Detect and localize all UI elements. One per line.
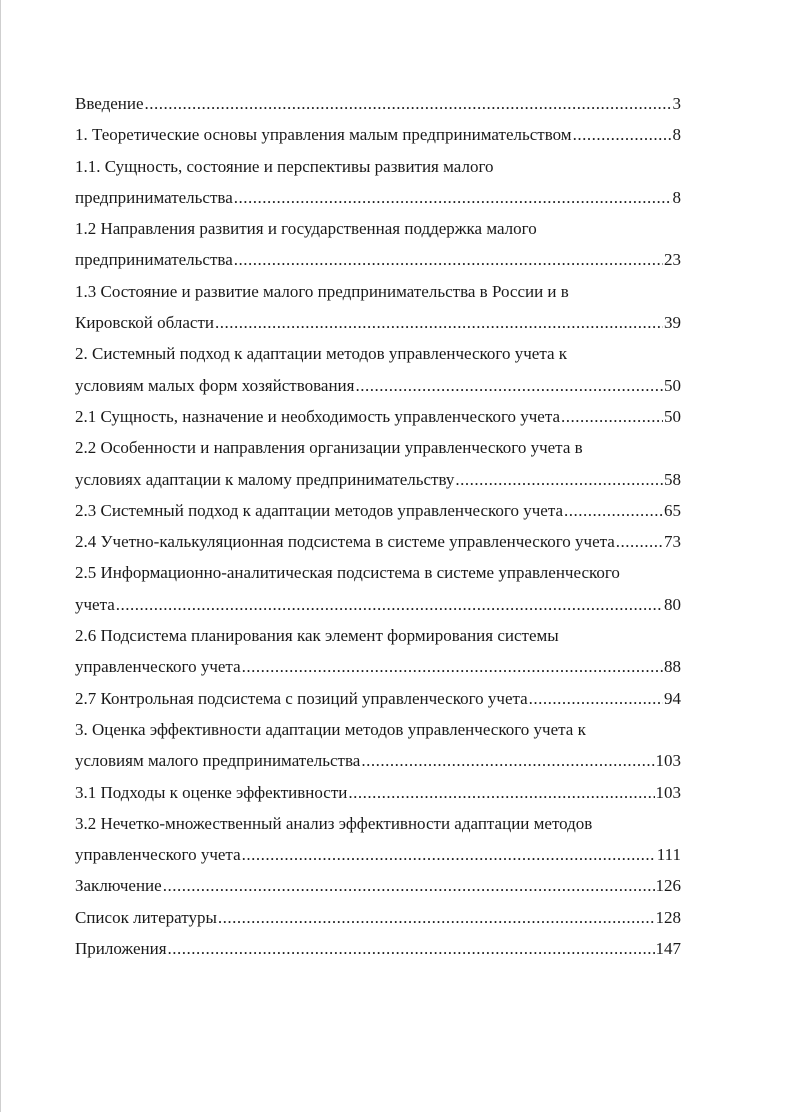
toc-page-number: 58 bbox=[664, 469, 681, 489]
toc-entry-2-7[interactable] bbox=[75, 683, 681, 714]
toc-page-number: 73 bbox=[664, 532, 681, 552]
toc-entry-2-1[interactable] bbox=[75, 401, 681, 432]
toc-page-number: 8 bbox=[672, 125, 681, 145]
toc-page-number: 8 bbox=[672, 187, 681, 207]
toc-page-number: 103 bbox=[655, 782, 681, 802]
toc-entry-title-continuation: управленческого учета bbox=[75, 657, 241, 677]
toc-entry-chapter-2[interactable] bbox=[75, 338, 681, 369]
toc-page-number: 128 bbox=[655, 907, 681, 927]
toc-entry-1-3-continuation[interactable] bbox=[75, 307, 681, 338]
toc-entry-1-2[interactable] bbox=[75, 213, 681, 244]
dot-leader bbox=[163, 870, 655, 901]
dot-leader bbox=[616, 526, 663, 557]
toc-entry-title: 2.6 Подсистема планирования как элемент формирования системы bbox=[75, 626, 559, 646]
dot-leader bbox=[573, 119, 672, 150]
toc-entry-appendices[interactable] bbox=[75, 933, 681, 964]
dot-leader bbox=[564, 495, 663, 526]
toc-page-number: 126 bbox=[655, 876, 681, 896]
toc-entry-3-2[interactable] bbox=[75, 808, 681, 839]
dot-leader bbox=[361, 745, 654, 776]
dot-leader bbox=[355, 370, 663, 401]
dot-leader bbox=[242, 839, 656, 870]
toc-page-number: 3 bbox=[672, 94, 681, 113]
toc-page-number: 23 bbox=[664, 250, 681, 270]
dot-leader bbox=[561, 401, 663, 432]
toc-page-number: 39 bbox=[664, 313, 681, 333]
toc-entry-title: 3. Оценка эффективности адаптации методов управленческого учета к bbox=[75, 719, 586, 739]
toc-entry-conclusion[interactable] bbox=[75, 870, 681, 901]
dot-leader bbox=[234, 182, 672, 213]
toc-entry-2-5[interactable] bbox=[75, 557, 681, 588]
toc-entry-title: Список литературы bbox=[75, 907, 217, 927]
toc-entry-references[interactable] bbox=[75, 902, 681, 933]
dot-leader bbox=[348, 777, 654, 808]
toc-entry-title: 3.2 Нечетко-множественный анализ эффективности адаптации методов bbox=[75, 813, 593, 833]
toc-entry-2-2[interactable] bbox=[75, 432, 681, 463]
toc-page-number: 80 bbox=[664, 594, 681, 614]
toc-page-number: 111 bbox=[656, 845, 681, 865]
toc-entry-chapter-1[interactable] bbox=[75, 119, 681, 150]
toc-entry-title: 2.3 Системный подход к адаптации методов управленческого учета bbox=[75, 500, 564, 520]
toc-entry-2-5-continuation[interactable] bbox=[75, 589, 681, 620]
toc-entry-title: 1.3 Состояние и развитие малого предпринимательства в России и в bbox=[75, 281, 569, 301]
toc-entry-chapter-2-continuation[interactable] bbox=[75, 370, 681, 401]
toc-entry-title-continuation: условиям малых форм хозяйствования bbox=[75, 375, 355, 395]
toc-entry-chapter-3-continuation[interactable] bbox=[75, 745, 681, 776]
dot-leader bbox=[168, 933, 655, 964]
toc-entry-1-3[interactable] bbox=[75, 276, 681, 307]
toc-entry-title: 2.1 Сущность, назначение и необходимость управленческого учета bbox=[75, 406, 561, 426]
toc-page-number: 65 bbox=[664, 500, 681, 520]
toc-page-number: 50 bbox=[664, 375, 681, 395]
toc-entry-title: Приложения bbox=[75, 939, 167, 959]
toc-entry-1-2-continuation[interactable] bbox=[75, 244, 681, 275]
toc-page-number: 103 bbox=[655, 751, 681, 771]
toc-entry-2-6[interactable] bbox=[75, 620, 681, 651]
toc-entry-title: 2.2 Особенности и направления организации управленческого учета в bbox=[75, 438, 583, 458]
dot-leader bbox=[218, 902, 655, 933]
toc-entry-2-4[interactable] bbox=[75, 526, 681, 557]
toc-entry-title-continuation: учета bbox=[75, 594, 115, 614]
toc-entry-title: Заключение bbox=[75, 876, 162, 896]
toc-entry-2-3[interactable] bbox=[75, 495, 681, 526]
toc-page-number: 94 bbox=[664, 688, 681, 708]
toc-entry-title-continuation: условиям малого предпринимательства bbox=[75, 751, 361, 771]
toc-entry-1-1-continuation[interactable] bbox=[75, 182, 681, 213]
toc-entry-introduction[interactable] bbox=[75, 88, 681, 119]
dot-leader bbox=[145, 88, 672, 119]
toc-entry-title: 1.2 Направления развития и государственная поддержка малого bbox=[75, 219, 537, 239]
dot-leader bbox=[116, 589, 663, 620]
toc-page-number: 88 bbox=[664, 657, 681, 677]
toc-entry-title-continuation: предпринимательства bbox=[75, 250, 233, 270]
toc-entry-title: 1.1. Сущность, состояние и перспективы развития малого bbox=[75, 156, 494, 176]
toc-entry-title-continuation: предпринимательства bbox=[75, 187, 233, 207]
toc-entry-3-2-continuation[interactable] bbox=[75, 839, 681, 870]
toc-entry-2-2-continuation[interactable] bbox=[75, 464, 681, 495]
toc-entry-3-1[interactable] bbox=[75, 777, 681, 808]
toc-entry-title: 2. Системный подход к адаптации методов управленческого учета к bbox=[75, 344, 568, 364]
toc-entry-chapter-3[interactable] bbox=[75, 714, 681, 745]
toc-entry-title-continuation: управленческого учета bbox=[75, 845, 241, 865]
toc-entry-title: Введение bbox=[75, 94, 144, 113]
toc-page-number: 50 bbox=[664, 406, 681, 426]
table-of-contents bbox=[75, 88, 681, 964]
toc-page-number: 147 bbox=[655, 939, 681, 959]
toc-entry-title: 3.1 Подходы к оценке эффективности bbox=[75, 782, 348, 802]
toc-entry-title: 1. Теоретические основы управления малым предпринимательством bbox=[75, 125, 572, 145]
dot-leader bbox=[234, 244, 663, 275]
dot-leader bbox=[242, 651, 663, 682]
toc-entry-title-continuation: Кировской области bbox=[75, 313, 214, 333]
toc-entry-title: 2.7 Контрольная подсистема с позиций управленческого учета bbox=[75, 688, 528, 708]
toc-entry-1-1[interactable] bbox=[75, 151, 681, 182]
dot-leader bbox=[215, 307, 663, 338]
toc-entry-title: 2.5 Информационно-аналитическая подсистема в системе управленческого bbox=[75, 563, 620, 583]
toc-entry-2-6-continuation[interactable] bbox=[75, 651, 681, 682]
toc-entry-title-continuation: условиях адаптации к малому предпринимательству bbox=[75, 469, 455, 489]
toc-entry-title: 2.4 Учетно-калькуляционная подсистема в системе управленческого учета bbox=[75, 532, 615, 552]
dot-leader bbox=[455, 464, 663, 495]
dot-leader bbox=[529, 683, 663, 714]
